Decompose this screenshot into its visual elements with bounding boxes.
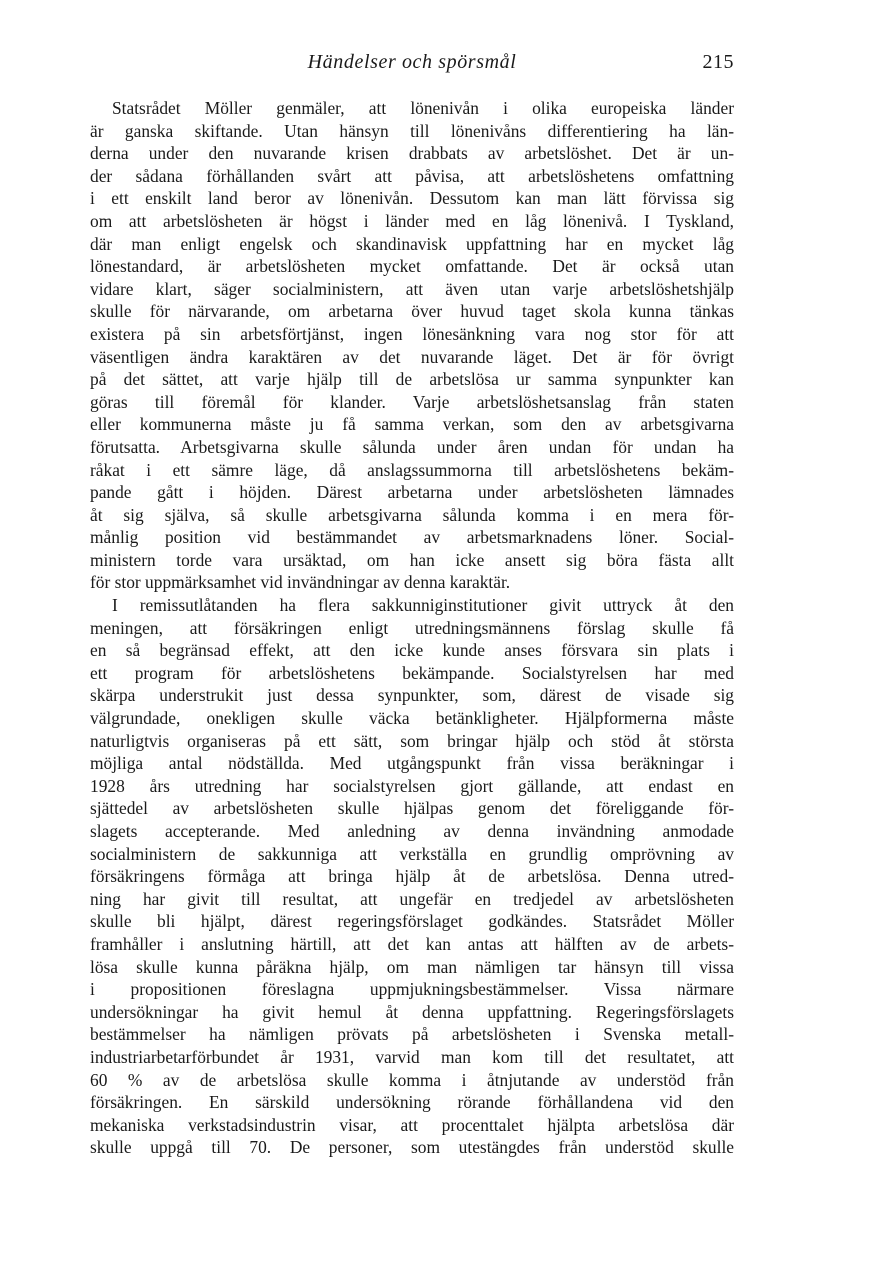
text-line: skulle för närvarande, om arbetarna över huvud taget skola kunna tänkas [90, 301, 734, 322]
text-line: existera på sin arbetsförtjänst, ingen lönesänkning vara nog stor för att [90, 323, 734, 344]
text-line: där man enligt engelsk och skandinavisk uppfattning har en mycket låg [90, 233, 734, 254]
text-line: slagets accepterande. Med anledning av denna invändning anmodade [90, 821, 734, 841]
text-line: månlig position vid bestämmandet av arbetsmarknadens löner. Social- [90, 527, 734, 548]
text-line: väsentligen ändra karaktären av det nuvarande läget. Det är för övrigt [90, 346, 734, 367]
text-line: förutsatta. Arbetsgivarna skulle sålunda under åren undan för undan ha [90, 436, 734, 457]
running-title: Händelser och spörsmål [307, 51, 517, 73]
text-line: vidare klart, säger socialministern, att även utan varje arbetslöshetshjälp [90, 278, 734, 299]
text-line: 1928 års utredning har socialstyrelsen gjort gällande, att endast en [90, 775, 734, 796]
text-line: ministern torde vara ursäktad, om han icke ansett sig böra fästa allt [90, 549, 734, 570]
text-line: möjliga antal nödställda. Med utgångspunkt från vissa beräkningar i [90, 753, 734, 774]
text-line: Statsrådet Möller genmäler, att lönenivån i olika europeiska länder [112, 98, 734, 118]
text-line: skärpa understrukit just dessa synpunkter, som, därest de visade sig [90, 685, 734, 706]
text-line: 60 % av de arbetslösa skulle komma i åtnjutande av understöd från [90, 1069, 734, 1090]
text-line: lösa skulle kunna påräkna hjälp, om man nämligen tar hänsyn till vissa [90, 956, 734, 977]
text-line: försäkringen. En särskild undersökning rörande förhållandena vid den [90, 1092, 734, 1113]
body-text [90, 97, 734, 1159]
text-line: i propositionen föreslagna uppmjukningsbestämmelser. Vissa närmare [90, 979, 734, 1000]
text-line: meningen, att försäkringen enligt utredningsmännens förslag skulle få [90, 617, 734, 638]
text-line: skulle bli hjälpt, därest regeringsförslaget godkändes. Statsrådet Möller [90, 911, 734, 932]
text-line: socialministern de sakkunniga att verkställa en grundlig omprövning av [90, 843, 734, 864]
text-line: der sådana förhållanden svårt att påvisa, att arbetslöshetens omfattning [90, 165, 734, 186]
text-line: för stor uppmärksamhet vid invändningar av denna karaktär. [90, 572, 511, 593]
text-line: pande gått i höjden. Därest arbetarna under arbetslösheten lämnades [90, 482, 734, 503]
text-line: lönestandard, är arbetslösheten mycket omfattande. Det är också utan [90, 256, 734, 277]
text-line: i ett enskilt land beror av lönenivån. Dessutom kan man lätt förvissa sig [90, 188, 734, 209]
text-line: åt sig själva, så skulle arbetsgivarna sålunda komma i en mera för- [90, 504, 734, 525]
paragraph-2 [90, 594, 734, 1159]
text-line: mekaniska verkstadsindustrin visar, att procenttalet hjälpta arbetslösa där [90, 1114, 734, 1135]
text-line: bestämmelser ha nämligen prövats på arbetslösheten i Svenska metall- [90, 1024, 734, 1045]
text-line: välgrundade, onekligen skulle väcka betänkligheter. Hjälpformerna måste [90, 708, 734, 729]
text-line: eller kommunerna måste ju få samma verkan, som den av arbetsgivarna [90, 414, 734, 435]
page-header [90, 48, 734, 78]
text-line: en så begränsad effekt, att den icke kunde anses försvara sin plats i [90, 640, 734, 661]
text-line: framhåller i anslutning härtill, att det kan antas att hälften av de arbets- [90, 933, 734, 954]
text-line: derna under den nuvarande krisen drabbats av arbetslöshet. Det är un- [90, 143, 734, 164]
text-line: är ganska skiftande. Utan hänsyn till lönenivåns differentiering ha län- [90, 120, 734, 141]
paragraph-1 [90, 97, 734, 594]
text-line: naturligtvis organiseras på ett sätt, som bringar hjälp och stöd åt största [90, 730, 734, 751]
text-line: skulle uppgå till 70. De personer, som utestängdes från understöd skulle [90, 1137, 734, 1158]
text-line: industriarbetarförbundet år 1931, varvid man kom till det resultatet, att [90, 1046, 734, 1067]
text-line: ett program för arbetslöshetens bekämpande. Socialstyrelsen har med [90, 662, 734, 683]
text-line: göras till föremål för klander. Varje arbetslöshetsanslag från staten [90, 391, 734, 412]
text-line: om att arbetslösheten är högst i länder med en låg lönenivå. I Tyskland, [90, 210, 734, 231]
text-line: på det sättet, att varje hjälp till de arbetslösa ur samma synpunkter kan [90, 369, 734, 390]
text-line: råkat i ett sämre läge, då anslagssummorna till arbetslöshetens bekäm- [90, 459, 734, 480]
text-line: försäkringens förmåga att bringa hjälp åt de arbetslösa. Denna utred- [90, 866, 734, 887]
text-line: ning har givit till resultat, att ungefär en tredjedel av arbetslösheten [90, 888, 734, 909]
text-line: I remissutlåtanden ha flera sakkunniginstitutioner givit uttryck åt den [112, 595, 734, 616]
text-line: sjättedel av arbetslösheten skulle hjälpas genom det föreliggande för- [90, 798, 734, 819]
text-line: undersökningar ha givit hemul åt denna uppfattning. Regeringsförslagets [90, 1001, 734, 1022]
page-number: 215 [702, 51, 734, 73]
